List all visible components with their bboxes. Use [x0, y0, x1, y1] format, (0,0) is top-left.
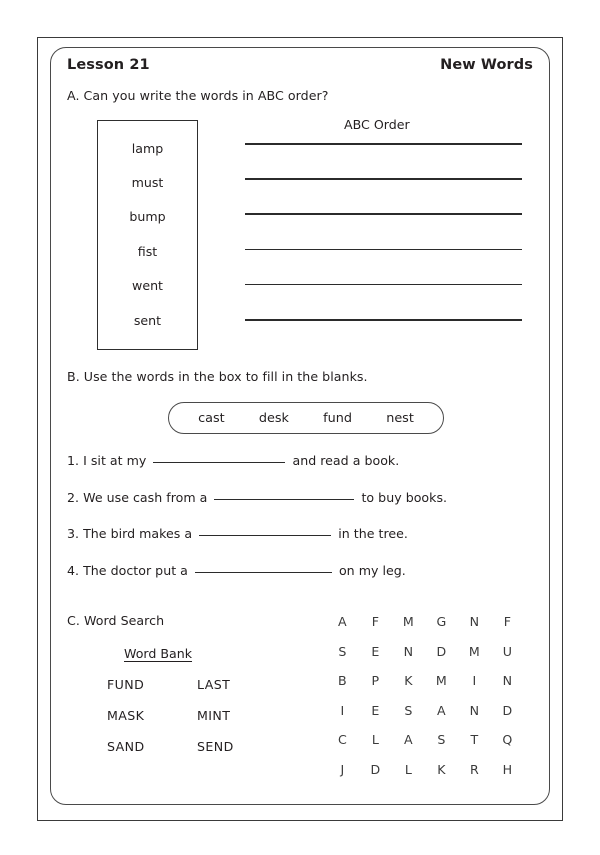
word-box-item: bump [129, 209, 166, 225]
search-word-bank-item: SEND [197, 739, 234, 754]
sentence-number: 4. [67, 562, 80, 578]
word-search-cell[interactable]: R [469, 761, 480, 777]
sentence-text-before-blank: The doctor put a [79, 562, 192, 578]
word-search-cell[interactable]: M [402, 614, 415, 630]
sentence-blank[interactable] [199, 535, 331, 536]
word-box-item: fist [137, 243, 158, 259]
word-search-cell[interactable]: S [338, 643, 347, 659]
word-search-cell[interactable]: L [371, 732, 380, 748]
sentence-text-after-blank: and read a book. [288, 453, 400, 468]
word-bank-word: cast [198, 410, 225, 426]
word-box-item: sent [133, 312, 162, 328]
fill-in-the-blank-sentence [67, 563, 537, 578]
word-search-cell[interactable]: A [338, 614, 347, 630]
search-word-bank-item: MASK [107, 708, 145, 723]
word-search-cell[interactable]: D [436, 643, 447, 659]
word-search-cell[interactable]: N [502, 673, 513, 689]
search-word-bank-item: FUND [107, 677, 145, 692]
word-search-cell[interactable]: M [468, 643, 481, 659]
abc-order-blank-line[interactable] [245, 143, 522, 145]
sentence-text-before-blank: We use cash from a [79, 489, 212, 505]
section-c-word-bank-heading: Word Bank [124, 646, 193, 661]
sentence-text-after-blank: on my leg. [334, 562, 406, 578]
word-search-cell[interactable]: M [435, 673, 448, 689]
worksheet-title: New Words [440, 57, 533, 73]
word-search-cell[interactable]: F [503, 614, 512, 630]
word-search-cell[interactable]: N [469, 702, 480, 718]
word-bank-word: nest [386, 410, 414, 426]
word-search-cell[interactable]: A [404, 732, 413, 748]
section-a-word-box [97, 120, 198, 350]
sentence-number: 1. [67, 453, 80, 468]
abc-order-blank-line[interactable] [245, 284, 522, 286]
abc-order-blank-line[interactable] [245, 319, 522, 321]
word-search-cell[interactable]: U [502, 643, 513, 659]
word-search-cell[interactable]: J [340, 761, 345, 777]
word-box-item: lamp [131, 140, 164, 156]
word-bank-word: desk [258, 410, 289, 426]
word-bank-word: fund [323, 410, 352, 426]
fill-in-the-blank-sentence [67, 453, 537, 468]
word-search-cell[interactable]: B [338, 673, 347, 689]
sentence-text-after-blank: to buy books. [357, 489, 448, 505]
sentence-text-before-blank: I sit at my [79, 453, 151, 468]
word-search-cell[interactable]: N [403, 643, 414, 659]
word-search-grid [326, 607, 524, 784]
word-search-cell[interactable]: C [337, 732, 348, 748]
abc-order-blank-line[interactable] [245, 178, 522, 180]
word-search-cell[interactable]: S [437, 732, 446, 748]
sentence-blank[interactable] [195, 572, 332, 573]
section-b-sentences [67, 453, 537, 599]
search-word-bank-item: MINT [197, 708, 231, 723]
section-c-prompt: C. Word Search [67, 613, 165, 628]
sentence-blank[interactable] [153, 462, 285, 463]
word-search-cell[interactable]: P [371, 673, 380, 689]
sentence-text-before-blank: The bird makes a [79, 526, 197, 541]
section-b-prompt: B. Use the words in the box to fill in the blanks. [67, 369, 368, 384]
word-search-cell[interactable]: D [370, 761, 381, 777]
word-search-cell[interactable]: I [340, 702, 345, 718]
search-word-bank-item: LAST [197, 677, 231, 692]
word-search-cell[interactable]: D [502, 702, 513, 718]
sentence-number: 2. [67, 489, 80, 505]
abc-order-blank-line[interactable] [245, 249, 522, 251]
word-search-cell[interactable]: E [371, 643, 380, 659]
fill-in-the-blank-sentence [67, 526, 537, 541]
word-search-cell[interactable]: G [436, 614, 447, 630]
word-search-cell[interactable]: S [404, 702, 413, 718]
sentence-number: 3. [67, 526, 80, 541]
word-search-cell[interactable]: K [437, 761, 446, 777]
sentence-blank[interactable] [214, 499, 354, 500]
word-box-item: went [132, 278, 163, 294]
fill-in-the-blank-sentence [67, 490, 537, 505]
word-search-cell[interactable]: Q [502, 732, 513, 748]
worksheet-page [50, 47, 550, 805]
word-search-cell[interactable]: I [472, 673, 477, 689]
section-a-prompt: A. Can you write the words in ABC order? [67, 88, 329, 103]
word-box-item: must [131, 175, 164, 191]
abc-order-answer-lines [245, 143, 522, 354]
abc-order-blank-line[interactable] [245, 213, 522, 215]
section-c-word-bank-list [107, 677, 234, 754]
worksheet-header [67, 57, 533, 73]
word-search-cell[interactable]: N [469, 614, 480, 630]
sentence-text-after-blank: in the tree. [334, 526, 408, 541]
word-search-cell[interactable]: H [502, 761, 513, 777]
lesson-title: Lesson 21 [67, 57, 150, 73]
search-word-bank-item: SAND [107, 739, 145, 754]
word-search-cell[interactable]: F [371, 614, 380, 630]
word-search-cell[interactable]: A [437, 702, 446, 718]
word-search-cell[interactable]: L [404, 761, 413, 777]
word-search-cell[interactable]: E [371, 702, 380, 718]
word-search-cell[interactable]: T [470, 732, 479, 748]
abc-order-label: ABC Order [344, 117, 410, 132]
section-b-word-bank [168, 402, 444, 434]
word-search-cell[interactable]: K [404, 673, 413, 689]
